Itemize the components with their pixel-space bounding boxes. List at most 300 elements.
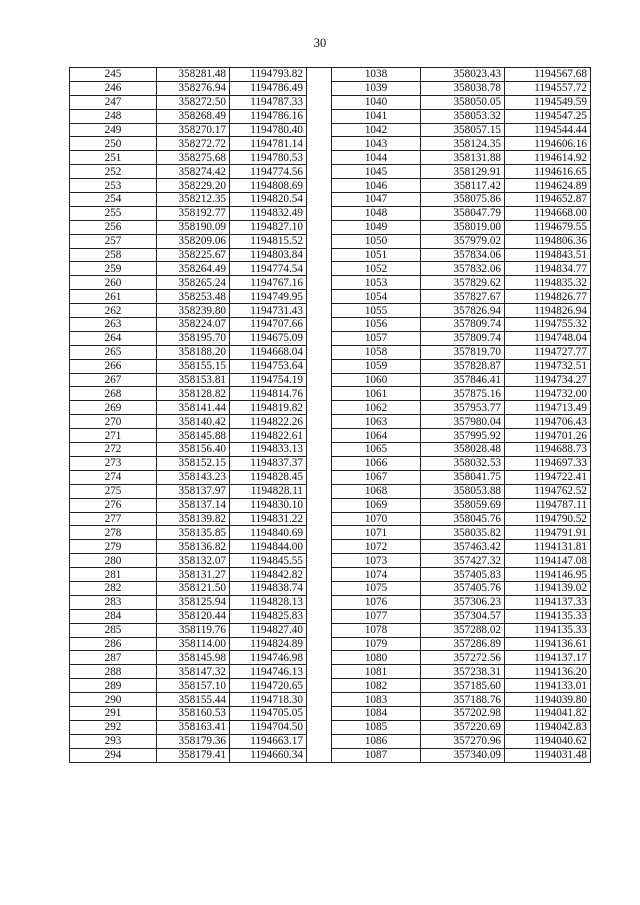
left-x-coordinate-cell: 358274.42 — [157, 165, 230, 179]
right-y-coordinate-cell: 1194136.61 — [505, 637, 591, 651]
right-point-id-cell: 1041 — [332, 109, 421, 123]
table-row — [70, 456, 591, 470]
table-row — [70, 581, 591, 595]
left-point-id-cell: 260 — [70, 276, 157, 290]
right-point-id-cell: 1063 — [332, 415, 421, 429]
column-gap — [307, 401, 332, 415]
table-row — [70, 387, 591, 401]
table-row — [70, 276, 591, 290]
table-row — [70, 262, 591, 276]
right-point-id-cell: 1057 — [332, 331, 421, 345]
left-y-coordinate-cell: 1194767.16 — [230, 276, 307, 290]
right-point-id-cell: 1049 — [332, 220, 421, 234]
table-row — [70, 540, 591, 554]
left-x-coordinate-cell: 358225.67 — [157, 248, 230, 262]
table-row — [70, 206, 591, 220]
right-point-id-cell: 1070 — [332, 512, 421, 526]
column-gap — [307, 359, 332, 373]
left-y-coordinate-cell: 1194828.11 — [230, 484, 307, 498]
left-x-coordinate-cell: 358160.53 — [157, 706, 230, 720]
right-point-id-cell: 1047 — [332, 193, 421, 207]
right-y-coordinate-cell: 1194697.33 — [505, 456, 591, 470]
left-x-coordinate-cell: 358145.98 — [157, 651, 230, 665]
left-y-coordinate-cell: 1194746.98 — [230, 651, 307, 665]
left-point-id-cell: 245 — [70, 68, 157, 82]
left-x-coordinate-cell: 358275.68 — [157, 151, 230, 165]
table-row — [70, 554, 591, 568]
right-point-id-cell: 1085 — [332, 720, 421, 734]
table-row — [70, 81, 591, 95]
right-x-coordinate-cell: 357809.74 — [421, 318, 505, 332]
left-y-coordinate-cell: 1194819.82 — [230, 401, 307, 415]
left-x-coordinate-cell: 358270.17 — [157, 123, 230, 137]
right-y-coordinate-cell: 1194826.77 — [505, 290, 591, 304]
column-gap — [307, 595, 332, 609]
right-y-coordinate-cell: 1194834.77 — [505, 262, 591, 276]
left-point-id-cell: 249 — [70, 123, 157, 137]
right-point-id-cell: 1045 — [332, 165, 421, 179]
column-gap — [307, 165, 332, 179]
table-row — [70, 304, 591, 318]
left-y-coordinate-cell: 1194754.19 — [230, 373, 307, 387]
right-point-id-cell: 1069 — [332, 498, 421, 512]
left-y-coordinate-cell: 1194731.43 — [230, 304, 307, 318]
left-y-coordinate-cell: 1194814.76 — [230, 387, 307, 401]
right-y-coordinate-cell: 1194131.81 — [505, 540, 591, 554]
right-x-coordinate-cell: 357188.76 — [421, 693, 505, 707]
left-y-coordinate-cell: 1194746.13 — [230, 665, 307, 679]
right-y-coordinate-cell: 1194668.00 — [505, 206, 591, 220]
left-x-coordinate-cell: 358265.24 — [157, 276, 230, 290]
left-point-id-cell: 281 — [70, 568, 157, 582]
right-y-coordinate-cell: 1194139.02 — [505, 581, 591, 595]
right-x-coordinate-cell: 357827.67 — [421, 290, 505, 304]
right-point-id-cell: 1061 — [332, 387, 421, 401]
table-row — [70, 401, 591, 415]
left-y-coordinate-cell: 1194830.10 — [230, 498, 307, 512]
column-gap — [307, 443, 332, 457]
table-row — [70, 373, 591, 387]
right-x-coordinate-cell: 357270.96 — [421, 734, 505, 748]
table-row — [70, 429, 591, 443]
right-point-id-cell: 1072 — [332, 540, 421, 554]
right-x-coordinate-cell: 358023.43 — [421, 68, 505, 82]
column-gap — [307, 484, 332, 498]
table-row — [70, 748, 591, 762]
right-y-coordinate-cell: 1194701.26 — [505, 429, 591, 443]
column-gap — [307, 179, 332, 193]
table-row — [70, 151, 591, 165]
left-point-id-cell: 252 — [70, 165, 157, 179]
right-y-coordinate-cell: 1194624.89 — [505, 179, 591, 193]
coordinate-table — [69, 67, 591, 763]
left-y-coordinate-cell: 1194781.14 — [230, 137, 307, 151]
left-point-id-cell: 289 — [70, 679, 157, 693]
left-point-id-cell: 292 — [70, 720, 157, 734]
left-x-coordinate-cell: 358140.42 — [157, 415, 230, 429]
table-row — [70, 95, 591, 109]
left-y-coordinate-cell: 1194815.52 — [230, 234, 307, 248]
left-x-coordinate-cell: 358268.49 — [157, 109, 230, 123]
right-x-coordinate-cell: 358035.82 — [421, 526, 505, 540]
right-y-coordinate-cell: 1194843.51 — [505, 248, 591, 262]
column-gap — [307, 651, 332, 665]
right-point-id-cell: 1075 — [332, 581, 421, 595]
left-point-id-cell: 277 — [70, 512, 157, 526]
right-y-coordinate-cell: 1194147.08 — [505, 554, 591, 568]
left-x-coordinate-cell: 358119.76 — [157, 623, 230, 637]
left-point-id-cell: 263 — [70, 318, 157, 332]
left-x-coordinate-cell: 358157.10 — [157, 679, 230, 693]
right-x-coordinate-cell: 357202.98 — [421, 706, 505, 720]
left-point-id-cell: 294 — [70, 748, 157, 762]
right-x-coordinate-cell: 357405.83 — [421, 568, 505, 582]
right-y-coordinate-cell: 1194755.32 — [505, 318, 591, 332]
left-y-coordinate-cell: 1194820.54 — [230, 193, 307, 207]
left-x-coordinate-cell: 358163.41 — [157, 720, 230, 734]
table-row — [70, 359, 591, 373]
left-x-coordinate-cell: 358229.20 — [157, 179, 230, 193]
left-y-coordinate-cell: 1194831.22 — [230, 512, 307, 526]
right-x-coordinate-cell: 357220.69 — [421, 720, 505, 734]
right-y-coordinate-cell: 1194614.92 — [505, 151, 591, 165]
left-y-coordinate-cell: 1194720.65 — [230, 679, 307, 693]
right-y-coordinate-cell: 1194722.41 — [505, 470, 591, 484]
right-x-coordinate-cell: 357286.89 — [421, 637, 505, 651]
right-point-id-cell: 1081 — [332, 665, 421, 679]
left-point-id-cell: 257 — [70, 234, 157, 248]
left-point-id-cell: 255 — [70, 206, 157, 220]
left-point-id-cell: 278 — [70, 526, 157, 540]
left-point-id-cell: 253 — [70, 179, 157, 193]
left-point-id-cell: 261 — [70, 290, 157, 304]
column-gap — [307, 262, 332, 276]
right-y-coordinate-cell: 1194135.33 — [505, 609, 591, 623]
right-point-id-cell: 1080 — [332, 651, 421, 665]
left-point-id-cell: 275 — [70, 484, 157, 498]
left-point-id-cell: 272 — [70, 443, 157, 457]
right-x-coordinate-cell: 357306.23 — [421, 595, 505, 609]
right-point-id-cell: 1071 — [332, 526, 421, 540]
left-x-coordinate-cell: 358209.06 — [157, 234, 230, 248]
left-point-id-cell: 254 — [70, 193, 157, 207]
column-gap — [307, 706, 332, 720]
left-point-id-cell: 258 — [70, 248, 157, 262]
left-point-id-cell: 270 — [70, 415, 157, 429]
right-x-coordinate-cell: 357875.16 — [421, 387, 505, 401]
right-point-id-cell: 1076 — [332, 595, 421, 609]
right-y-coordinate-cell: 1194679.55 — [505, 220, 591, 234]
table-row — [70, 443, 591, 457]
left-x-coordinate-cell: 358179.41 — [157, 748, 230, 762]
left-y-coordinate-cell: 1194838.74 — [230, 581, 307, 595]
right-y-coordinate-cell: 1194039.80 — [505, 693, 591, 707]
column-gap — [307, 748, 332, 762]
table-row — [70, 193, 591, 207]
left-x-coordinate-cell: 358139.82 — [157, 512, 230, 526]
left-point-id-cell: 286 — [70, 637, 157, 651]
left-x-coordinate-cell: 358156.40 — [157, 443, 230, 457]
right-x-coordinate-cell: 358129.91 — [421, 165, 505, 179]
left-x-coordinate-cell: 358155.44 — [157, 693, 230, 707]
right-x-coordinate-cell: 358050.05 — [421, 95, 505, 109]
right-point-id-cell: 1052 — [332, 262, 421, 276]
table-row — [70, 693, 591, 707]
column-gap — [307, 290, 332, 304]
right-point-id-cell: 1082 — [332, 679, 421, 693]
left-point-id-cell: 285 — [70, 623, 157, 637]
left-point-id-cell: 271 — [70, 429, 157, 443]
right-point-id-cell: 1039 — [332, 81, 421, 95]
table-row — [70, 609, 591, 623]
right-point-id-cell: 1066 — [332, 456, 421, 470]
column-gap — [307, 512, 332, 526]
right-point-id-cell: 1067 — [332, 470, 421, 484]
column-gap — [307, 387, 332, 401]
table-row — [70, 498, 591, 512]
column-gap — [307, 693, 332, 707]
right-y-coordinate-cell: 1194713.49 — [505, 401, 591, 415]
left-y-coordinate-cell: 1194832.49 — [230, 206, 307, 220]
right-point-id-cell: 1054 — [332, 290, 421, 304]
right-x-coordinate-cell: 358045.76 — [421, 512, 505, 526]
table-row — [70, 623, 591, 637]
right-x-coordinate-cell: 357185.60 — [421, 679, 505, 693]
left-x-coordinate-cell: 358264.49 — [157, 262, 230, 276]
table-row — [70, 512, 591, 526]
left-x-coordinate-cell: 358272.50 — [157, 95, 230, 109]
left-point-id-cell: 290 — [70, 693, 157, 707]
left-point-id-cell: 276 — [70, 498, 157, 512]
right-point-id-cell: 1068 — [332, 484, 421, 498]
right-x-coordinate-cell: 357272.56 — [421, 651, 505, 665]
left-x-coordinate-cell: 358137.97 — [157, 484, 230, 498]
right-x-coordinate-cell: 358053.32 — [421, 109, 505, 123]
left-y-coordinate-cell: 1194822.61 — [230, 429, 307, 443]
left-x-coordinate-cell: 358179.36 — [157, 734, 230, 748]
right-x-coordinate-cell: 358032.53 — [421, 456, 505, 470]
left-y-coordinate-cell: 1194668.04 — [230, 345, 307, 359]
left-point-id-cell: 283 — [70, 595, 157, 609]
right-x-coordinate-cell: 357809.74 — [421, 331, 505, 345]
table-row — [70, 526, 591, 540]
table-row — [70, 220, 591, 234]
left-point-id-cell: 293 — [70, 734, 157, 748]
left-x-coordinate-cell: 358239.80 — [157, 304, 230, 318]
right-point-id-cell: 1065 — [332, 443, 421, 457]
right-point-id-cell: 1040 — [332, 95, 421, 109]
right-x-coordinate-cell: 358075.86 — [421, 193, 505, 207]
right-x-coordinate-cell: 357832.06 — [421, 262, 505, 276]
left-point-id-cell: 291 — [70, 706, 157, 720]
left-y-coordinate-cell: 1194822.26 — [230, 415, 307, 429]
right-y-coordinate-cell: 1194826.94 — [505, 304, 591, 318]
left-y-coordinate-cell: 1194707.66 — [230, 318, 307, 332]
left-x-coordinate-cell: 358135.85 — [157, 526, 230, 540]
left-x-coordinate-cell: 358152.15 — [157, 456, 230, 470]
left-x-coordinate-cell: 358121.50 — [157, 581, 230, 595]
coordinate-table-body — [70, 68, 591, 763]
left-y-coordinate-cell: 1194787.33 — [230, 95, 307, 109]
column-gap — [307, 109, 332, 123]
right-x-coordinate-cell: 357340.09 — [421, 748, 505, 762]
column-gap — [307, 151, 332, 165]
table-row — [70, 345, 591, 359]
column-gap — [307, 95, 332, 109]
column-gap — [307, 248, 332, 262]
right-point-id-cell: 1038 — [332, 68, 421, 82]
column-gap — [307, 526, 332, 540]
page-number: 30 — [313, 36, 327, 50]
left-x-coordinate-cell: 358131.27 — [157, 568, 230, 582]
right-point-id-cell: 1042 — [332, 123, 421, 137]
right-x-coordinate-cell: 357304.57 — [421, 609, 505, 623]
left-point-id-cell: 246 — [70, 81, 157, 95]
left-x-coordinate-cell: 358145.88 — [157, 429, 230, 443]
column-gap — [307, 234, 332, 248]
right-x-coordinate-cell: 357846.41 — [421, 373, 505, 387]
right-point-id-cell: 1056 — [332, 318, 421, 332]
right-point-id-cell: 1079 — [332, 637, 421, 651]
right-point-id-cell: 1050 — [332, 234, 421, 248]
left-y-coordinate-cell: 1194718.30 — [230, 693, 307, 707]
left-point-id-cell: 279 — [70, 540, 157, 554]
left-point-id-cell: 264 — [70, 331, 157, 345]
left-x-coordinate-cell: 358192.77 — [157, 206, 230, 220]
column-gap — [307, 318, 332, 332]
left-y-coordinate-cell: 1194749.95 — [230, 290, 307, 304]
right-x-coordinate-cell: 357979.02 — [421, 234, 505, 248]
left-point-id-cell: 250 — [70, 137, 157, 151]
right-point-id-cell: 1055 — [332, 304, 421, 318]
left-point-id-cell: 269 — [70, 401, 157, 415]
table-row — [70, 165, 591, 179]
right-point-id-cell: 1086 — [332, 734, 421, 748]
left-x-coordinate-cell: 358253.48 — [157, 290, 230, 304]
right-y-coordinate-cell: 1194133.01 — [505, 679, 591, 693]
column-gap — [307, 456, 332, 470]
column-gap — [307, 331, 332, 345]
right-y-coordinate-cell: 1194567.68 — [505, 68, 591, 82]
left-y-coordinate-cell: 1194842.82 — [230, 568, 307, 582]
right-y-coordinate-cell: 1194616.65 — [505, 165, 591, 179]
left-x-coordinate-cell: 358136.82 — [157, 540, 230, 554]
left-x-coordinate-cell: 358128.82 — [157, 387, 230, 401]
left-y-coordinate-cell: 1194675.09 — [230, 331, 307, 345]
column-gap — [307, 637, 332, 651]
left-y-coordinate-cell: 1194786.49 — [230, 81, 307, 95]
table-row — [70, 248, 591, 262]
column-gap — [307, 373, 332, 387]
right-point-id-cell: 1059 — [332, 359, 421, 373]
left-x-coordinate-cell: 358141.44 — [157, 401, 230, 415]
right-y-coordinate-cell: 1194606.16 — [505, 137, 591, 151]
right-x-coordinate-cell: 358028.48 — [421, 443, 505, 457]
table-row — [70, 470, 591, 484]
left-y-coordinate-cell: 1194774.56 — [230, 165, 307, 179]
right-y-coordinate-cell: 1194762.52 — [505, 484, 591, 498]
table-row — [70, 123, 591, 137]
right-point-id-cell: 1084 — [332, 706, 421, 720]
column-gap — [307, 137, 332, 151]
left-y-coordinate-cell: 1194828.13 — [230, 595, 307, 609]
left-y-coordinate-cell: 1194828.45 — [230, 470, 307, 484]
left-x-coordinate-cell: 358120.44 — [157, 609, 230, 623]
left-x-coordinate-cell: 358190.09 — [157, 220, 230, 234]
left-point-id-cell: 274 — [70, 470, 157, 484]
table-row — [70, 720, 591, 734]
right-y-coordinate-cell: 1194042.83 — [505, 720, 591, 734]
right-y-coordinate-cell: 1194791.91 — [505, 526, 591, 540]
right-y-coordinate-cell: 1194790.52 — [505, 512, 591, 526]
left-x-coordinate-cell: 358137.14 — [157, 498, 230, 512]
right-y-coordinate-cell: 1194136.20 — [505, 665, 591, 679]
left-x-coordinate-cell: 358155.15 — [157, 359, 230, 373]
left-x-coordinate-cell: 358212.35 — [157, 193, 230, 207]
right-y-coordinate-cell: 1194787.11 — [505, 498, 591, 512]
left-x-coordinate-cell: 358224.07 — [157, 318, 230, 332]
left-point-id-cell: 248 — [70, 109, 157, 123]
left-point-id-cell: 287 — [70, 651, 157, 665]
right-point-id-cell: 1078 — [332, 623, 421, 637]
table-row — [70, 706, 591, 720]
right-y-coordinate-cell: 1194727.77 — [505, 345, 591, 359]
table-row — [70, 109, 591, 123]
right-y-coordinate-cell: 1194706.43 — [505, 415, 591, 429]
right-x-coordinate-cell: 357980.04 — [421, 415, 505, 429]
left-point-id-cell: 262 — [70, 304, 157, 318]
left-point-id-cell: 251 — [70, 151, 157, 165]
table-row — [70, 651, 591, 665]
left-y-coordinate-cell: 1194663.17 — [230, 734, 307, 748]
left-x-coordinate-cell: 358132.07 — [157, 554, 230, 568]
right-x-coordinate-cell: 357953.77 — [421, 401, 505, 415]
left-x-coordinate-cell: 358276.94 — [157, 81, 230, 95]
right-y-coordinate-cell: 1194547.25 — [505, 109, 591, 123]
table-row — [70, 415, 591, 429]
column-gap — [307, 568, 332, 582]
right-x-coordinate-cell: 358124.35 — [421, 137, 505, 151]
right-y-coordinate-cell: 1194041.82 — [505, 706, 591, 720]
right-point-id-cell: 1083 — [332, 693, 421, 707]
left-y-coordinate-cell: 1194827.40 — [230, 623, 307, 637]
left-point-id-cell: 288 — [70, 665, 157, 679]
table-row — [70, 137, 591, 151]
right-y-coordinate-cell: 1194557.72 — [505, 81, 591, 95]
left-x-coordinate-cell: 358147.32 — [157, 665, 230, 679]
right-point-id-cell: 1074 — [332, 568, 421, 582]
column-gap — [307, 345, 332, 359]
left-x-coordinate-cell: 358272.72 — [157, 137, 230, 151]
left-y-coordinate-cell: 1194780.53 — [230, 151, 307, 165]
right-y-coordinate-cell: 1194652.87 — [505, 193, 591, 207]
left-y-coordinate-cell: 1194808.69 — [230, 179, 307, 193]
left-y-coordinate-cell: 1194793.82 — [230, 68, 307, 82]
right-x-coordinate-cell: 357405.76 — [421, 581, 505, 595]
left-y-coordinate-cell: 1194753.64 — [230, 359, 307, 373]
table-row — [70, 234, 591, 248]
right-x-coordinate-cell: 357829.62 — [421, 276, 505, 290]
right-point-id-cell: 1053 — [332, 276, 421, 290]
left-y-coordinate-cell: 1194803.84 — [230, 248, 307, 262]
left-y-coordinate-cell: 1194840.69 — [230, 526, 307, 540]
left-point-id-cell: 282 — [70, 581, 157, 595]
right-y-coordinate-cell: 1194748.04 — [505, 331, 591, 345]
column-gap — [307, 206, 332, 220]
left-y-coordinate-cell: 1194825.83 — [230, 609, 307, 623]
column-gap — [307, 304, 332, 318]
left-x-coordinate-cell: 358153.81 — [157, 373, 230, 387]
